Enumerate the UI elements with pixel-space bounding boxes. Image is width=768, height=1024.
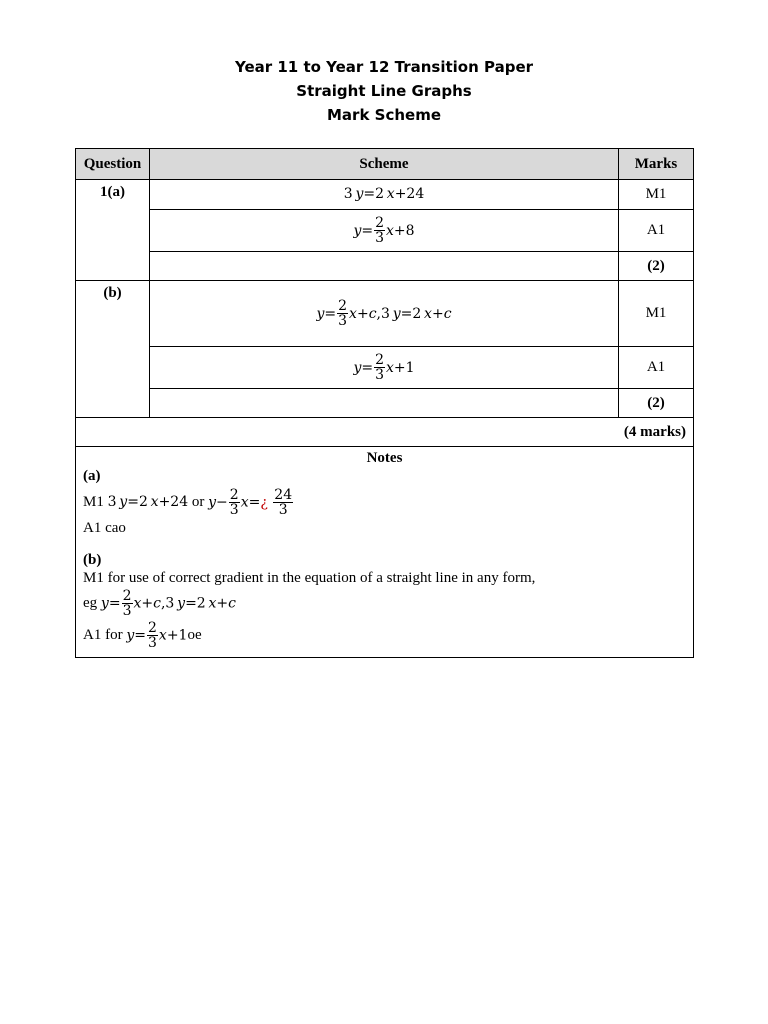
- mark-cell: A1: [619, 347, 694, 389]
- mark-cell: M1: [619, 281, 694, 347]
- notes-b-m1-line: M1 for use of correct gradient in the equation of a straight line in any form,: [83, 570, 536, 586]
- equation: 3 y=2 x+24: [107, 494, 189, 510]
- equation: y= $\frac{2}{3}$ x+1: [353, 352, 415, 383]
- document-header: [0, 56, 768, 128]
- total-marks: (4 marks): [76, 418, 694, 447]
- mark-scheme-table: [75, 148, 694, 658]
- notes-part-a-label: (a): [83, 468, 101, 484]
- oe-text: oe: [187, 627, 202, 643]
- table-header-row: [76, 149, 694, 180]
- notes-part-b-label: (b): [83, 552, 102, 568]
- table-row: [76, 210, 694, 252]
- notes-b-a1-line: [83, 619, 686, 651]
- mark-cell: M1: [619, 180, 694, 210]
- scheme-cell-empty: [150, 252, 619, 281]
- subtotal-cell: (2): [619, 252, 694, 281]
- table-row: [76, 281, 694, 347]
- mark-cell: A1: [619, 210, 694, 252]
- total-row: [76, 418, 694, 447]
- equation: y− $\frac{2}{3}$ x=¿ $\frac{24}{3}$: [208, 486, 293, 518]
- notes-b-eg-line: [83, 587, 686, 619]
- question-label-1a: 1(a): [76, 180, 150, 281]
- question-label-1b: (b): [76, 281, 150, 418]
- scheme-cell: [150, 281, 619, 347]
- table-row: [76, 389, 694, 418]
- table-row: [76, 347, 694, 389]
- a1-prefix: A1 for: [83, 627, 123, 643]
- question-column-header: Question: [76, 149, 150, 180]
- equation: y= $\frac{2}{3}$ x+1: [126, 619, 188, 651]
- topic-title: Straight Line Graphs: [296, 82, 472, 100]
- paper-title: Year 11 to Year 12 Transition Paper: [234, 58, 534, 76]
- mark-scheme-title: Mark Scheme: [327, 106, 441, 124]
- m1-prefix: M1: [83, 494, 104, 510]
- subtotal-cell: (2): [619, 389, 694, 418]
- scheme-cell: [150, 347, 619, 389]
- or-text: or: [191, 494, 205, 510]
- table-row: [76, 180, 694, 210]
- scheme-cell: [150, 180, 619, 210]
- scheme-column-header: Scheme: [150, 149, 619, 180]
- equation: 3 y=2 x+24: [343, 186, 425, 202]
- notes-title: Notes: [366, 450, 403, 466]
- notes-a-a1-line: A1 cao: [83, 520, 126, 536]
- equation: y= $\frac{2}{3}$ x+c,3 y=2 x+c: [316, 298, 452, 329]
- notes-a-m1-line: [83, 485, 686, 519]
- table-row: [76, 252, 694, 281]
- scheme-cell-empty: [150, 389, 619, 418]
- equation: y= $\frac{2}{3}$ x+8: [353, 215, 415, 246]
- notes-cell: [76, 447, 694, 658]
- scheme-cell: [150, 210, 619, 252]
- eg-text: eg: [83, 595, 98, 611]
- marks-column-header: Marks: [619, 149, 694, 180]
- notes-row: [76, 447, 694, 658]
- equation: y= $\frac{2}{3}$ x+c,3 y=2 x+c: [100, 587, 236, 619]
